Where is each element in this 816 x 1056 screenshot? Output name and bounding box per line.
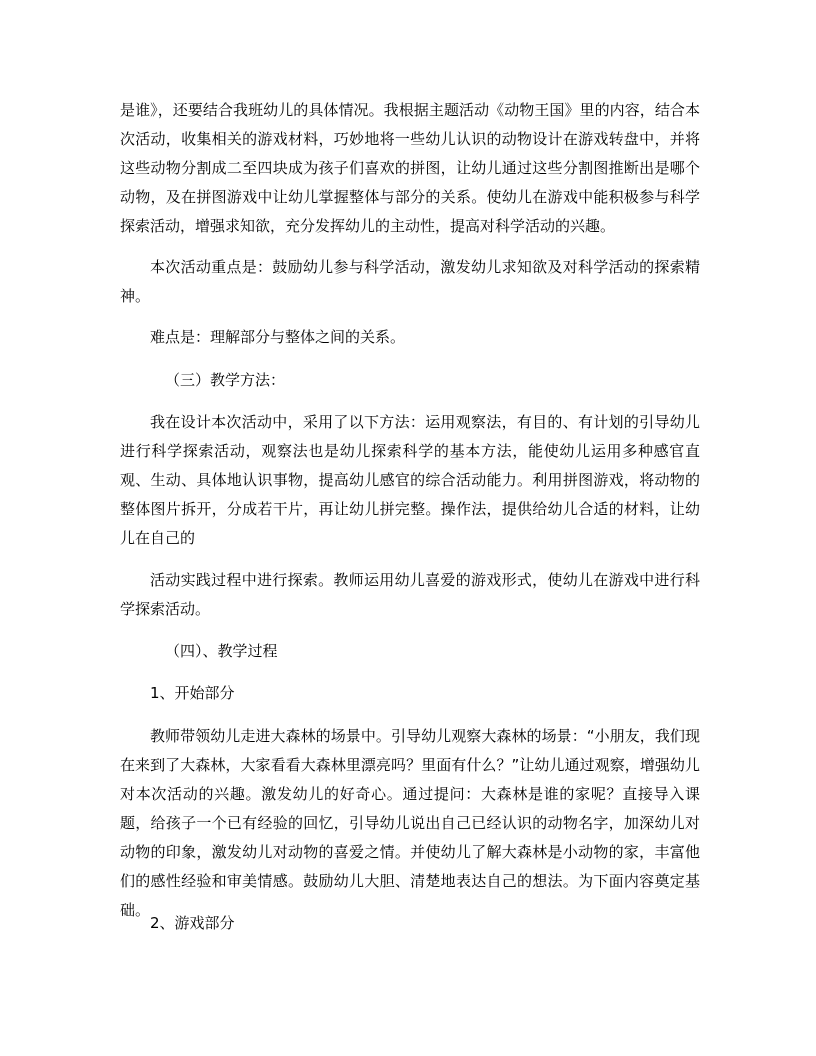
paragraph-teaching-methods: 我在设计本次活动中，采用了以下方法：运用观察法，有目的、有计划的引导幼儿进行科学探索活动，观察法也是幼儿探索科学的基本方法，能使幼儿运用多种感官直观、生动、具体地认识事物，提高幼儿感官的综合活动能力。利用拼图游戏，将动物的整体图片拆开，分成若干片，再让幼儿拼完整。操作法，提供给幼儿合适的材料，让幼儿在自己的 [120,413,700,547]
section-heading-teaching-methods: （三）教学方法： [165,371,286,389]
subheading-opening-part: 1、开始部分 [150,684,235,702]
section-heading-teaching-process: （四）、教学过程 [165,642,278,660]
paragraph-opening-part: 教师带领幼儿走进大森林的场景中。引导幼儿观察大森林的场景：“小朋友，我们现在来到了大森林，大家看看大森林里漂亮吗？里面有什么？”让幼儿通过观察，增强幼儿对本次活动的兴趣。激发幼儿的好奇心。通过提问：大森林是谁的家呢？直接导入课题，给孩子一个已有经验的回忆，引导幼儿说出自己已经认识的动物名字，加深幼儿对动物的印象，激发幼儿对动物的喜爱之情。并使幼儿了解大森林是小动物的家，丰富他们的感性经验和审美情感。鼓励幼儿大胆、清楚地表达自己的想法。为下面内容奠定基础。 [120,727,700,919]
paragraph-activity-practice: 活动实践过程中进行探索。教师运用幼儿喜爱的游戏形式，使幼儿在游戏中进行科学探索活动。 [120,571,700,618]
paragraph-intro-continuation: 是谁》，还要结合我班幼儿的具体情况。我根据主题活动《动物王国》里的内容，结合本次活动，收集相关的游戏材料，巧妙地将一些幼儿认识的动物设计在游戏转盘中，并将这些动物分割成二至四块成为孩子们喜欢的拼图，让幼儿通过这些分割图推断出是哪个动物，及在拼图游戏中让幼儿掌握整体与部分的关系。使幼儿在游戏中能积极参与科学探索活动，增强求知欲，充分发挥幼儿的主动性，提高对科学活动的兴趣。 [120,101,700,235]
paragraph-difficulty: 难点是：理解部分与整体之间的关系。 [150,328,406,346]
paragraph-key-points: 本次活动重点是：鼓励幼儿参与科学活动，激发幼儿求知欲及对科学活动的探索精神。 [120,258,700,305]
subheading-game-part: 2、游戏部分 [150,914,235,932]
